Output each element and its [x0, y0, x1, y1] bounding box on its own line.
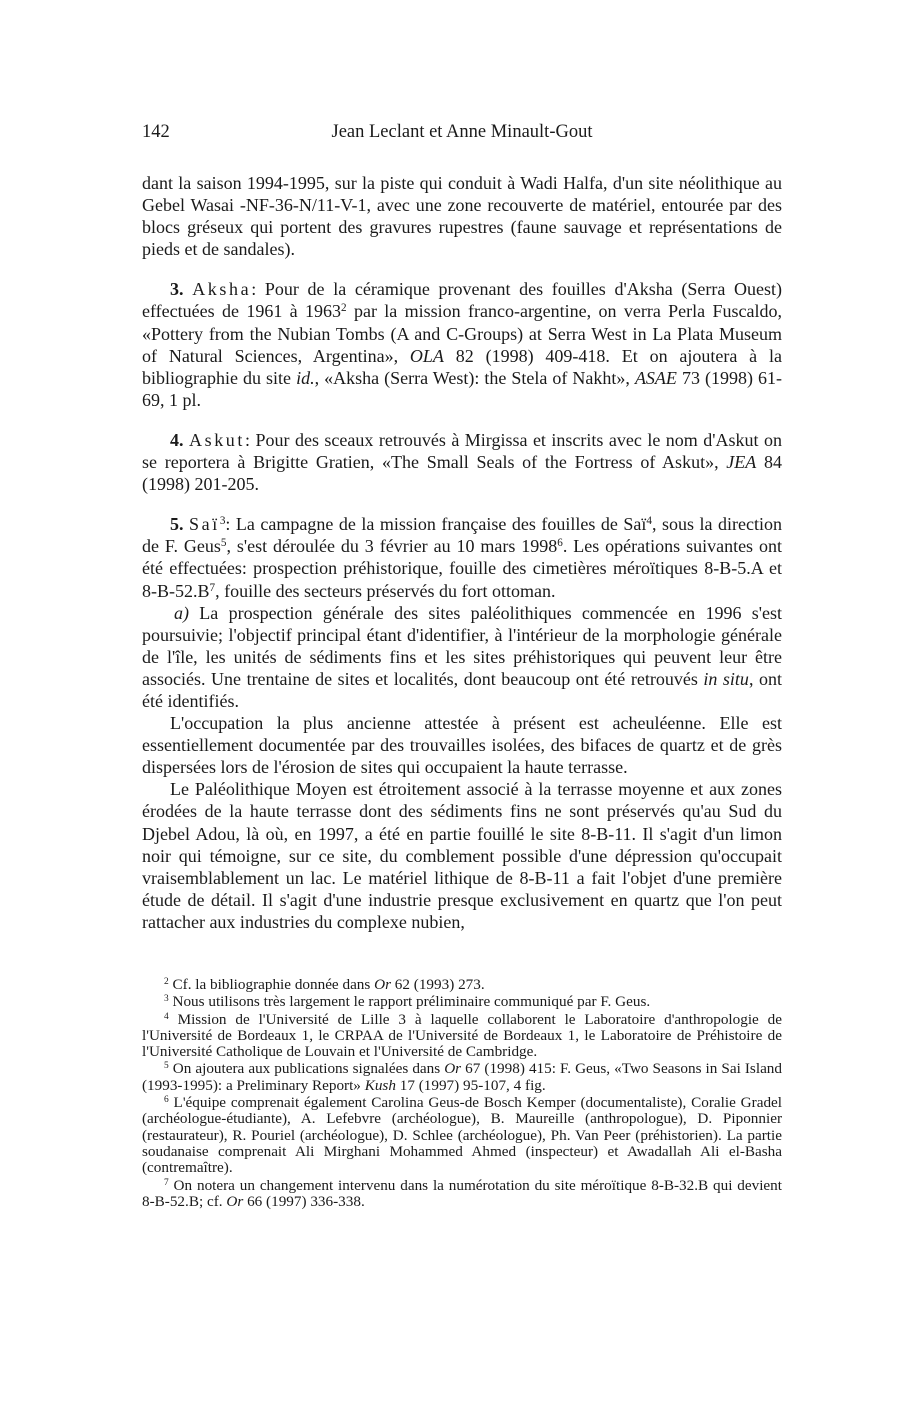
footnote-6	[142, 1095, 782, 1176]
text-run: par la mission franco-argentine, on verra Perla Fuscaldo, «Pottery from the Nubian Tombs (A and C-Groups) at Serra West in La Plata Museum of Natural Sciences, Argentina»,	[142, 301, 782, 366]
text-run: 62 (1993) 273.	[391, 976, 485, 993]
paragraph-occupation: L'occupation la plus ancienne attestée à présent est acheuléenne. Elle est essentiellement documentée par des trouvailles isolées, des bifaces de quartz et de grès dispersées lors de l'érosion de sites qui occupaient la haute terrasse.	[142, 713, 782, 778]
journal-abbrev: Or	[444, 1060, 462, 1078]
section-number: 5.	[170, 514, 184, 535]
main-text	[142, 172, 782, 933]
text-run: , sous la direction de F. Geus	[142, 514, 782, 557]
text-run: , «Aksha (Serra West): the Stela of Nakht»,	[314, 367, 635, 388]
footnote-ref: 3	[219, 515, 226, 528]
page-number: 142	[142, 122, 170, 142]
section-number: 4.	[170, 429, 184, 450]
text-run: 67 (1998) 415: F. Geus, «Two Seasons in Sai Island (1993-1995): a Preliminary Report»	[142, 1060, 782, 1094]
text-run: On ajoutera aux publications signalées dans	[168, 1060, 445, 1078]
footnote-mark: 6	[164, 1094, 169, 1105]
text-run: 66 (1997) 336-338.	[243, 1192, 365, 1210]
text-run: Mission de l'Université de Lille 3 à laquelle collaborent le Laboratoire d'anthropologie de l'Université de Bordeaux 1, le CRPAA de l'Université de Bordeaux 1, le Laboratoire de Préhistoire de l'Université Catholique de Louvain et l'Université de Cambridge.	[142, 1010, 782, 1061]
text-run: 73 (1998) 61-69, 1 pl.	[142, 367, 782, 410]
footnote-2	[142, 977, 782, 993]
footnote-mark: 7	[164, 1177, 169, 1188]
journal-abbrev: Kush	[364, 1076, 396, 1094]
text-run: Cf. la bibliographie donnée dans	[168, 976, 375, 993]
text-run: , s'est déroulée du 3 février au 10 mars 1998	[226, 536, 558, 557]
footnote-3	[142, 994, 782, 1010]
list-label: a)	[174, 602, 189, 623]
paragraph-paleolithique: Le Paléolithique Moyen est étroitement associé à la terrasse moyenne et aux zones érodées de la haute terrasse dont des sédiments fins ne sont préservés qu'au Sud du Djebel Adou, là où, en 1997, a été en partie fouillé le site 8-B-11. Il s'agit d'un limon noir qui témoigne, sur ce site, du comblement possible d'une dépression qu'occupait vraisemblablement un lac. Le matériel lithique de 8-B-11 a fait l'objet d'une première étude de détail. Il s'agit d'une industrie presque exclusivement en quartz que l'on peut rattacher aux industries du complexe nubien,	[142, 779, 782, 932]
section-5-sai	[142, 513, 782, 601]
running-title: Jean Leclant et Anne Minault-Gout	[331, 122, 593, 142]
site-name: Aksha	[192, 279, 252, 300]
text-run: : Pour de la céramique provenant des fouilles d'Aksha (Serra Ouest) effectuées de 1961 à 1963	[142, 279, 783, 322]
footnote-mark: 5	[164, 1061, 169, 1072]
journal-abbrev: Or	[374, 976, 391, 993]
paragraph-prospection	[142, 602, 782, 712]
journal-abbrev: OLA	[409, 345, 444, 366]
text-run: 17 (1997) 95-107, 4 fig.	[395, 1076, 546, 1094]
paragraph-intro: dant la saison 1994-1995, sur la piste qui conduit à Wadi Halfa, d'un site néolithique au Gebel Wasai -NF-36-N/11-V-1, avec une zone recouverte de matériel, entourée par des blocs gréseux qui portent des gravures rupestres (faune sauvage et représentations de pieds et de sandales).	[142, 173, 782, 260]
section-4-askut	[142, 429, 782, 495]
section-3-aksha	[142, 278, 782, 411]
footnote-7	[142, 1178, 782, 1211]
text-run: , fouille des secteurs préservés du fort ottoman.	[215, 580, 556, 601]
journal-abbrev: Or	[226, 1192, 244, 1210]
text-run: Nous utilisons très largement le rapport préliminaire communiqué par F. Geus.	[168, 993, 651, 1011]
italic-term: id.	[296, 367, 315, 388]
footnote-ref: 5	[220, 537, 227, 550]
site-name: Saï	[189, 514, 220, 535]
text-run: : Pour des sceaux retrouvés à Mirgissa et inscrits avec le nom d'Askut on se reportera à Brigitte Gratien, «The Small Seals of the Fortress of Askut»,	[142, 429, 782, 473]
journal-abbrev: JEA	[726, 452, 757, 473]
footnote-ref: 4	[646, 515, 652, 528]
footnote-ref: 2	[341, 302, 347, 315]
footnote-ref: 6	[557, 537, 563, 550]
text-run: La prospection générale des sites paléolithiques commencée en 1996 s'est poursuivie; l'objectif principal étant d'identifier, à l'intérieur de la morphologie générale de l'île, les unités de sédiments fins et les sites préhistoriques qui peuvent leur être associés. Une trentaine de sites et localités, dont beaucoup ont été retrouvés	[142, 602, 782, 689]
text-run: On notera un changement intervenu dans la numérotation du site méroïtique 8-B-32.B qui devient 8-B-52.B; cf.	[142, 1176, 782, 1210]
footnote-mark: 2	[164, 976, 169, 987]
section-number: 3.	[170, 279, 184, 300]
italic-term: in situ	[703, 668, 749, 689]
text-run: : La campagne de la mission française des fouilles de Saï	[225, 514, 647, 535]
footnote-4	[142, 1012, 782, 1061]
footnote-mark: 3	[164, 994, 169, 1005]
text-run: L'équipe comprenait également Carolina Geus-de Bosch Kemper (documentaliste), Coralie Gradel (archéologue-étudiante), A. Lefebvre (archéologue), B. Maureille (anthropologue), D. Piponnier (restaurateur), R. Pouriel (archéologue), D. Schlee (archéologue), Ph. Van Peer (préhistorien). La partie soudanaise comprenait Ali Mirghani Mohammed Ahmed (inspecteur) et Awadallah Ali el-Basha (contremaître).	[142, 1094, 782, 1177]
site-name: Askut	[188, 429, 245, 450]
footnote-5	[142, 1061, 782, 1094]
text-run: , ont été identifiés.	[142, 668, 782, 711]
footnotes	[142, 977, 782, 1211]
text-run: 82 (1998) 409-418. Et on ajoutera à la bibliographie du site	[142, 345, 782, 388]
text-run: 84 (1998) 201-205.	[142, 452, 783, 495]
journal-abbrev: ASAE	[634, 367, 677, 388]
footnote-mark: 4	[164, 1011, 169, 1022]
page-header	[142, 122, 782, 148]
footnote-ref: 7	[209, 581, 216, 594]
text-run: . Les opérations suivantes ont été effectuées: prospection préhistorique, fouille des cimetières méroïtiques 8-B-5.A et 8-B-52.B	[142, 536, 782, 601]
